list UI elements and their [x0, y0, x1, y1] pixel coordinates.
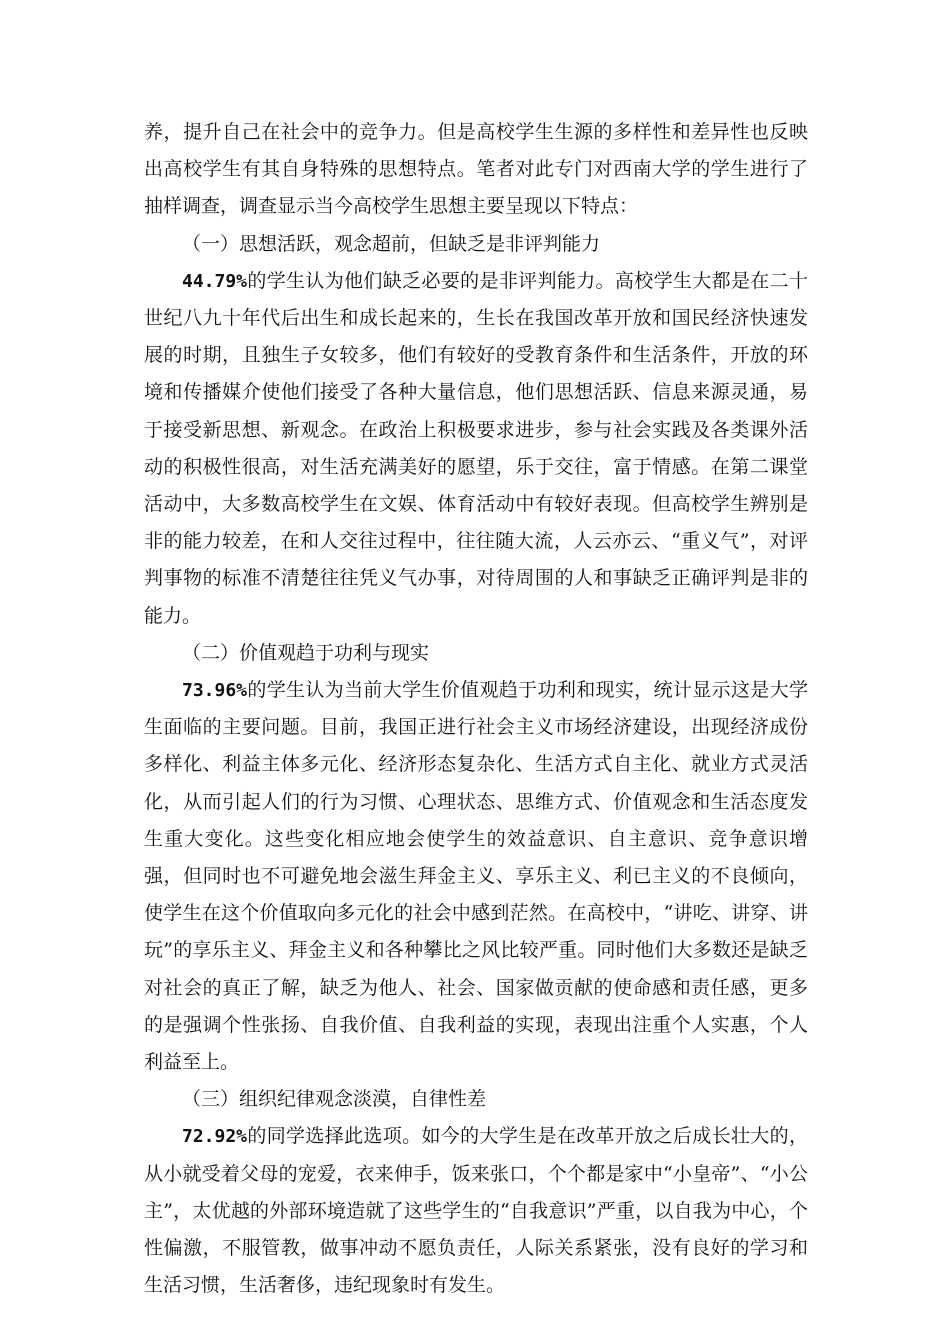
section-2-body: 的学生认为当前大学生价值观趋于功利和现实，统计显示这是大学生面临的主要问题。目前，我国正进行社会主义市场经济建设，出现经济成份多样化、利益主体多元化、经济形态复杂化、生活方式自主化、就业方式灵活化，从而引起人们的行为习惯、心理状态、思维方式、价值观念和生活态度发生重大变化。这些变化相应地会使学生的效益意识、自主意识、竞争意识增强，但同时也不可避免地会滋生拜金主义、享乐主义、利已主义的不良倾向，使学生在这个价值取向多元化的社会中感到茫然。在高校中，“讲吃、讲穿、讲玩”的享乐主义、拜金主义和各种攀比之风比较严重。同时他们大多数还是缺乏对社会的真正了解，缺乏为他人、社会、国家做贡献的使命感和责任感，更多的是强调个性张扬、自我价值、自我利益的实现，表现出注重个人实惠，个人利益至上。 — [144, 679, 808, 1074]
section-3-heading: （三）组织纪律观念淡漠，自律性差 — [182, 1088, 487, 1111]
section-1-percent: 44.79% — [182, 270, 248, 292]
section-3-percent: 72.92% — [182, 1126, 248, 1148]
section-3-paragraph — [144, 1118, 808, 1304]
document-body — [144, 114, 808, 1305]
section-2-paragraph — [144, 672, 808, 1081]
section-3-body: 的同学选择此选项。如今的大学生是在改革开放之后成长壮大的，从小就受着父母的宠爱，衣来伸手，饭来张口，个个都是家中“小皇帝”、“小公主”，太优越的外部环境造就了这些学生的“自我意识”严重，以自我为中心，个性偏激，不服管教，做事冲动不愿负责任，人际关系紧张，没有良好的学习和生活习惯，生活奢侈，违纪现象时有发生。 — [144, 1125, 808, 1297]
section-2-percent: 73.96% — [182, 680, 248, 702]
section-1-heading: （一）思想活跃，观念超前，但缺乏是非评判能力 — [182, 232, 601, 255]
section-1-body: 的学生认为他们缺乏必要的是非评判能力。高校学生大都是在二十世纪八九十年代后出生和成长起来的，生长在我国改革开放和国民经济快速发展的时期，且独生子女较多，他们有较好的受教育条件和生活条件，开放的环境和传播媒介使他们接受了各种大量信息，他们思想活跃、信息来源灵通，易于接受新思想、新观念。在政治上积极要求进步，参与社会实践及各类课外活动的积极性很高，对生活充满美好的愿望，乐于交往，富于情感。在第二课堂活动中，大多数高校学生在文娱、体育活动中有较好表现。但高校学生辨别是非的能力较差，在和人交往过程中，往往随大流，人云亦云、“重义气”，对评判事物的标准不清楚往往凭义气办事，对待周围的人和事缺乏正确评判是非的能力。 — [144, 269, 808, 627]
intro-paragraph: 养，提升自己在社会中的竞争力。但是高校学生生源的多样性和差异性也反映出高校学生有其自身特殊的思想特点。笔者对此专门对西南大学的学生进行了抽样调查，调查显示当今高校学生思想主要呈现以下特点： — [144, 121, 808, 218]
section-1-paragraph — [144, 263, 808, 635]
section-2-heading: （二）价值观趋于功利与现实 — [182, 641, 430, 664]
